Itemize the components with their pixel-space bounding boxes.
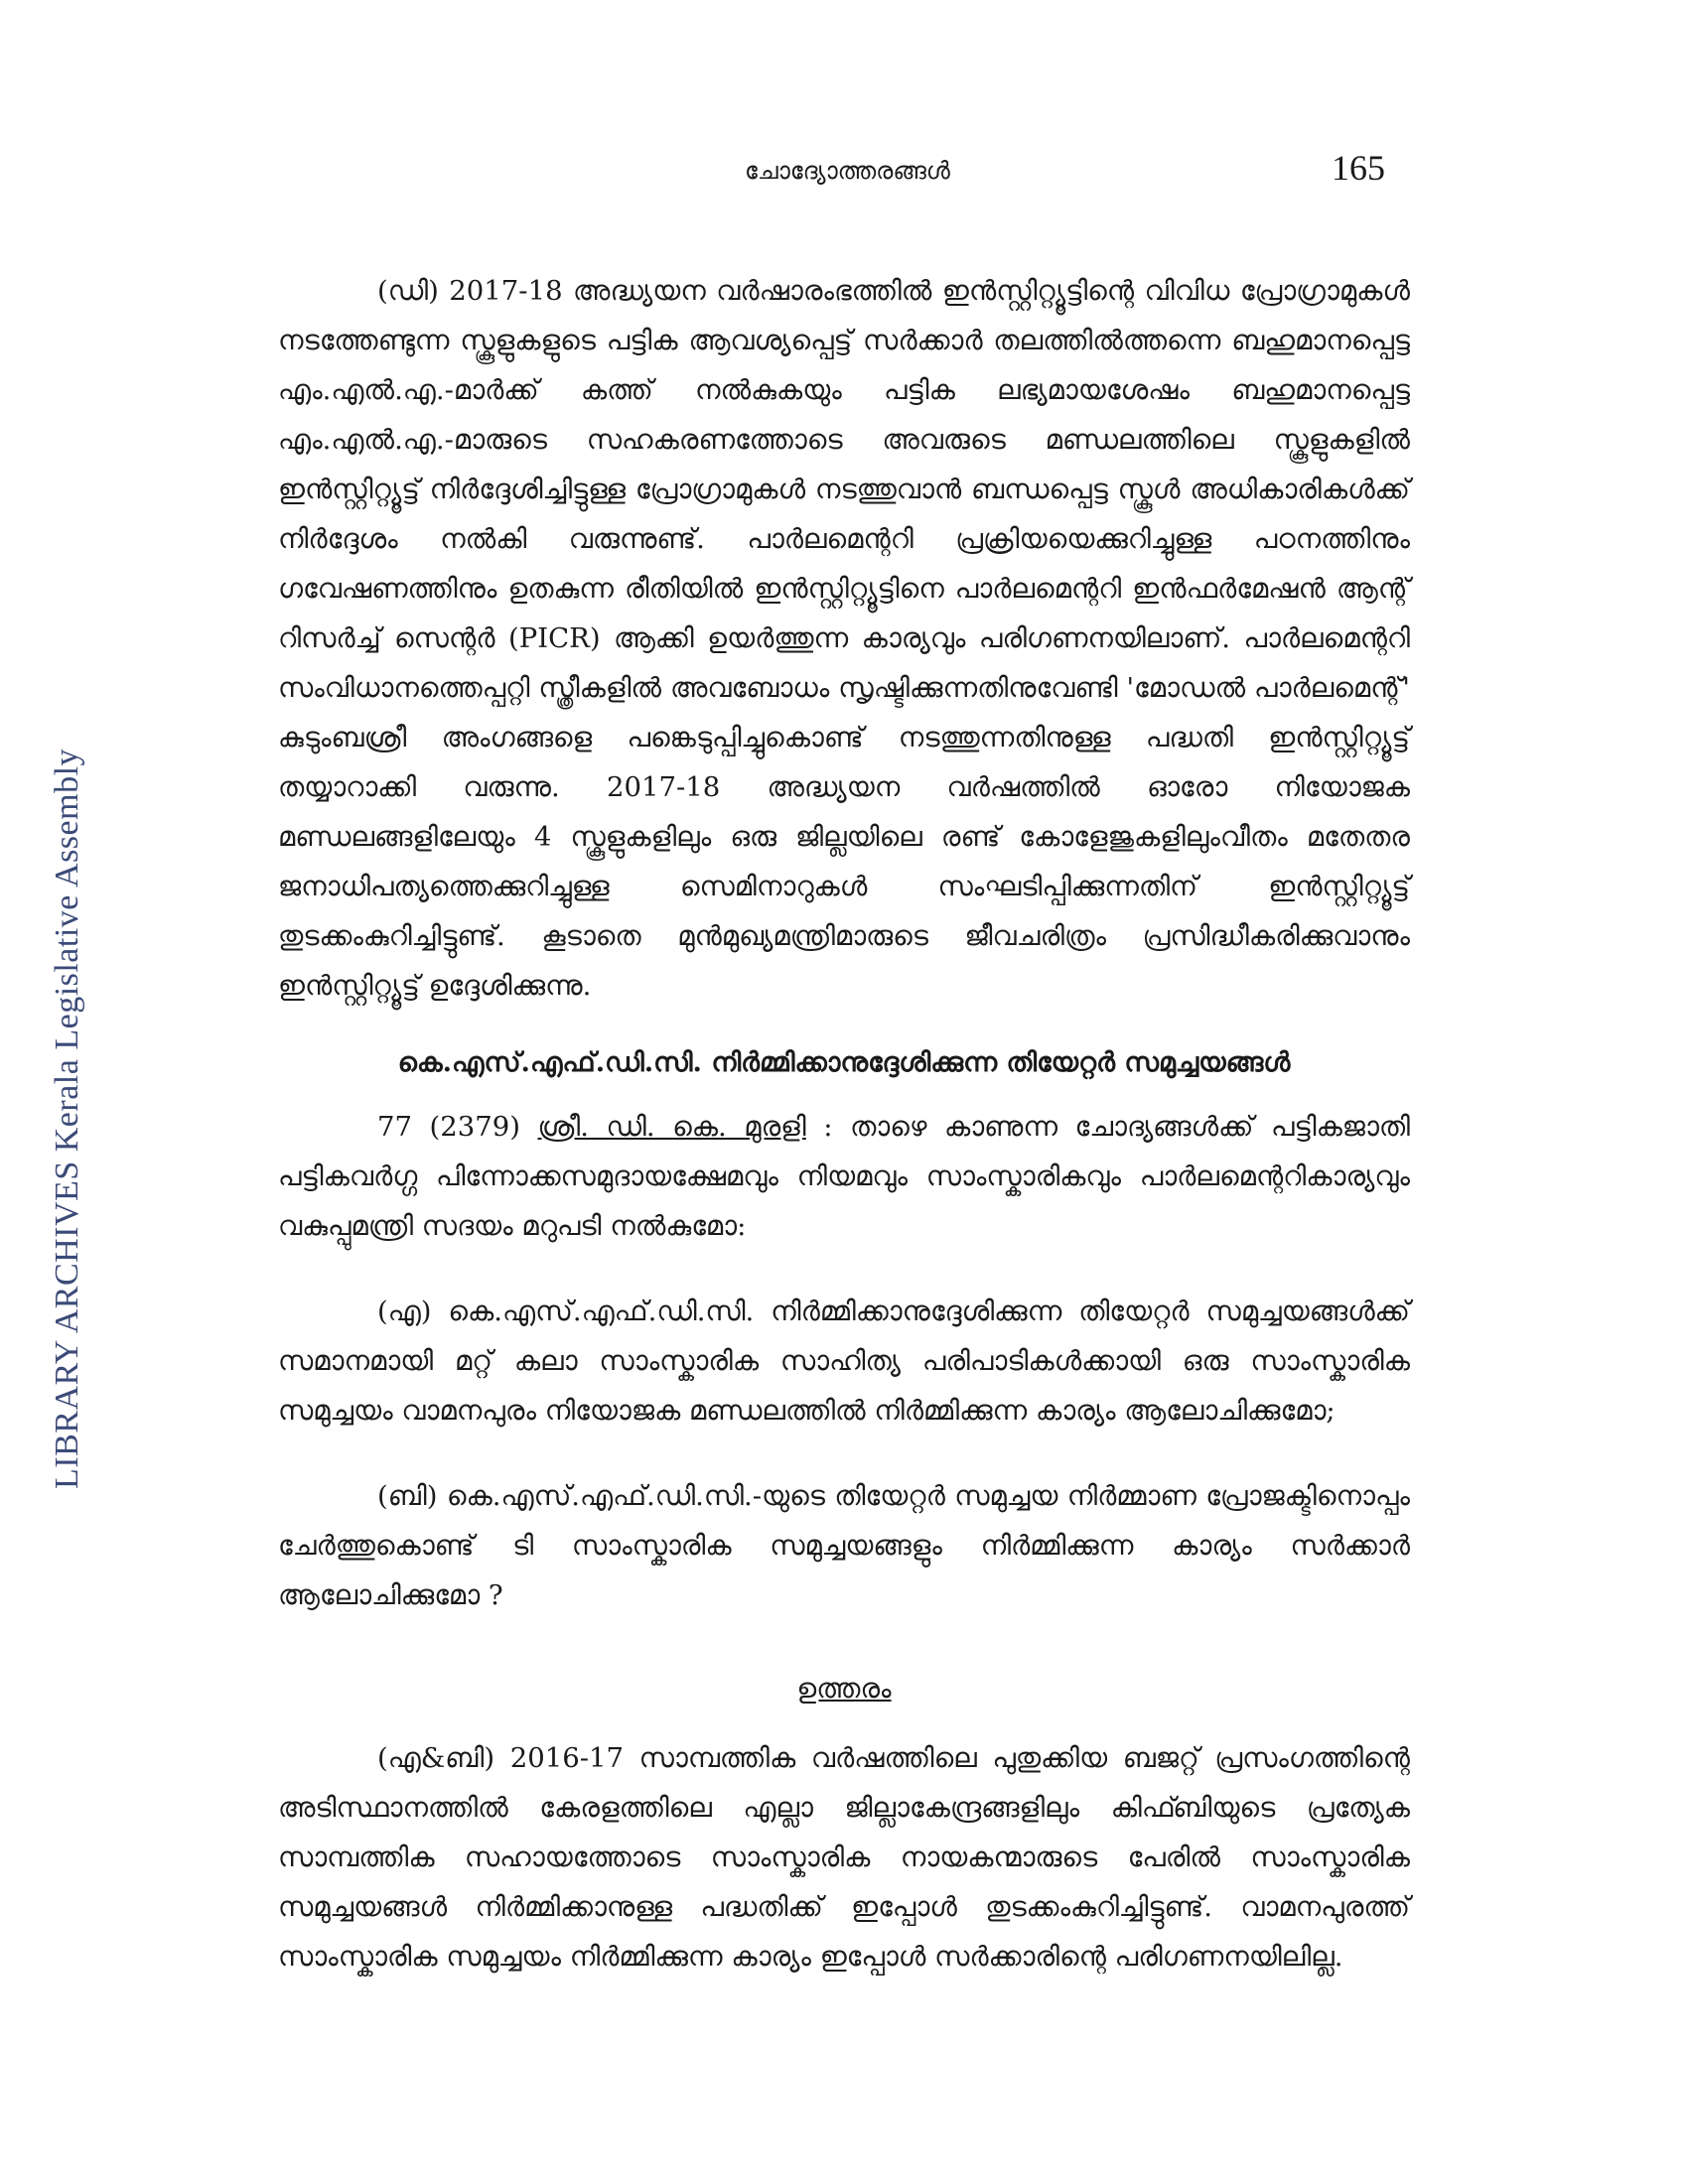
question-part-b: (ബി) കെ.എസ്.എഫ്.ഡി.സി.-യുടെ തിയേറ്റർ സമുച്ചയ നിർമ്മാണ പ്രോജക്ടിനൊപ്പം ചേർത്തുകൊണ്ട് ടി സാംസ്കാരിക സമുച്ചയങ്ങളും നിർമ്മിക്കുന്ന കാര്യം സർക്കാർ ആലോചിക്കുമോ ? bbox=[278, 1480, 1410, 1611]
answer-paragraph-d: (ഡി) 2017-18 അദ്ധ്യയന വർഷാരംഭത്തിൽ ഇൻസ്റ്റിറ്റ്യൂട്ടിന്റെ വിവിധ പ്രോഗ്രാമുകൾ നടത്തേണ്ടുന്ന സ്കൂളുകളുടെ പട്ടിക ആവശ്യപ്പെട്ട് സർക്കാർ തലത്തിൽത്തന്നെ ബഹുമാനപ്പെട്ട എം.എൽ.എ.-മാർക്ക് കത്ത് നൽകുകയും പട്ടിക ലഭ്യമായശേഷം ബഹുമാനപ്പെട്ട എം.എൽ.എ.-മാരുടെ സഹകരണത്തോടെ അവരുടെ മണ്ഡലത്തിലെ സ്കൂളുകളിൽ ഇൻസ്റ്റിറ്റ്യൂട്ട് നിർദ്ദേശിച്ചിട്ടുള്ള പ്രോഗ്രാമുകൾ നടത്തുവാൻ ബന്ധപ്പെട്ട സ്കൂൾ അധികാരികൾക്ക് നിർദ്ദേശം നൽകി വരുന്നുണ്ട്. പാർലമെന്ററി പ്രക്രിയയെക്കുറിച്ചുള്ള പഠനത്തിനും ഗവേഷണത്തിനും ഉതകുന്ന രീതിയിൽ ഇൻസ്റ്റിറ്റ്യൂട്ടിനെ പാർലമെന്ററി ഇൻഫർമേഷൻ ആന്റ് റിസർച്ച് സെന്റർ (PICR) ആക്കി ഉയർത്തുന്ന കാര്യവും പരിഗണനയിലാണ്. പാർലമെന്ററി സംവിധാനത്തെപ്പറ്റി സ്ത്രീകളിൽ അവബോധം സൃഷ്ടിക്കുന്നതിനുവേണ്ടി 'മോഡൽ പാർലമെന്റ്' കുടുംബശ്രീ അംഗങ്ങളെ പങ്കെടുപ്പിച്ചുകൊണ്ട് നടത്തുന്നതിനുള്ള പദ്ധതി ഇൻസ്റ്റിറ്റ്യൂട്ട് തയ്യാറാക്കി വരുന്നു. 2017-18 അദ്ധ്യയന വർഷത്തിൽ ഓരോ നിയോജക മണ്ഡലങ്ങളിലേയും 4 സ്കൂളുകളിലും ഒരു ജില്ലയിലെ രണ്ട് കോളേജുകളിലുംവീതം മതേതര ജനാധിപത്യത്തെക്കുറിച്ചുള്ള സെമിനാറുകൾ സംഘടിപ്പിക്കുന്നതിന് ഇൻസ്റ്റിറ്റ്യൂട്ട് തുടക്കംകുറിച്ചിട്ടുണ്ട്. കൂടാതെ മുൻമുഖ്യമന്ത്രിമാരുടെ ജീവചരിത്രം പ്രസിദ്ധീകരിക്കുവാനും ഇൻസ്റ്റിറ്റ്യൂട്ട് ഉദ്ദേശിക്കുന്നു. bbox=[278, 275, 1410, 1002]
page-number: 165 bbox=[1332, 148, 1385, 188]
running-head bbox=[278, 139, 1410, 199]
document-page bbox=[278, 139, 1410, 1981]
archive-watermark: LIBRARY ARCHIVES Kerala Legislative Assembly bbox=[49, 748, 85, 1489]
question-part-a: (എ) കെ.എസ്.എഫ്.ഡി.സി. നിർമ്മിക്കാനുദ്ദേശിക്കുന്ന തിയേറ്റർ സമുച്ചയങ്ങൾക്ക് സമാനമായി മറ്റ് കലാ സാംസ്കാരിക സാഹിത്യ പരിപാടികൾക്കായി ഒരു സാംസ്കാരിക സമുച്ചയം വാമനപുരം നിയോജക മണ്ഡലത്തിൽ നിർമ്മിക്കുന്ന കാര്യം ആലോചിക്കുമോ; bbox=[278, 1296, 1410, 1427]
answer-label: ഉത്തരം bbox=[796, 1673, 892, 1705]
member-name: ശ്രീ. ഡി. കെ. മുരളി bbox=[537, 1111, 806, 1143]
section-heading: കെ.എസ്.എഫ്.ഡി.സി. നിർമ്മിക്കാനുദ്ദേശിക്കുന്ന തിയേറ്റർ സമുച്ചയങ്ങൾ bbox=[397, 1047, 1291, 1078]
answer-text: (എ&ബി) 2016-17 സാമ്പത്തിക വർഷത്തിലെ പുതുക്കിയ ബജറ്റ് പ്രസംഗത്തിന്റെ അടിസ്ഥാനത്തിൽ കേരളത്തിലെ എല്ലാ ജില്ലാകേന്ദ്രങ്ങളിലും കിഫ്ബിയുടെ പ്രത്യേക സാമ്പത്തിക സഹായത്തോടെ സാംസ്കാരിക നായകന്മാരുടെ പേരിൽ സാംസ്കാരിക സമുച്ചയങ്ങൾ നിർമ്മിക്കാനുള്ള പദ്ധതിക്ക് ഇപ്പോൾ തുടക്കംകുറിച്ചിട്ടുണ്ട്. വാമനപുരത്ത് സാംസ്കാരിക സമുച്ചയം നിർമ്മിക്കുന്ന കാര്യം ഇപ്പോൾ സർക്കാരിന്റെ പരിഗണനയിലില്ല. bbox=[278, 1742, 1410, 1973]
running-title: ചോദ്യോത്തരങ്ങൾ bbox=[745, 157, 950, 185]
question-intro bbox=[278, 1102, 1410, 1251]
question-number: 77 (2379) bbox=[377, 1111, 520, 1143]
question-intro-text: : താഴെ കാണുന്ന ചോദ്യങ്ങൾക്ക് പട്ടികജാതി പട്ടികവർഗ്ഗ പിന്നോക്കസമുദായക്ഷേമവും നിയമവും സാംസ്കാരികവും പാർലമെന്ററികാര്യവും വകുപ്പുമന്ത്രി സദയം മറുപടി നൽകുമോ: bbox=[278, 1111, 1410, 1242]
